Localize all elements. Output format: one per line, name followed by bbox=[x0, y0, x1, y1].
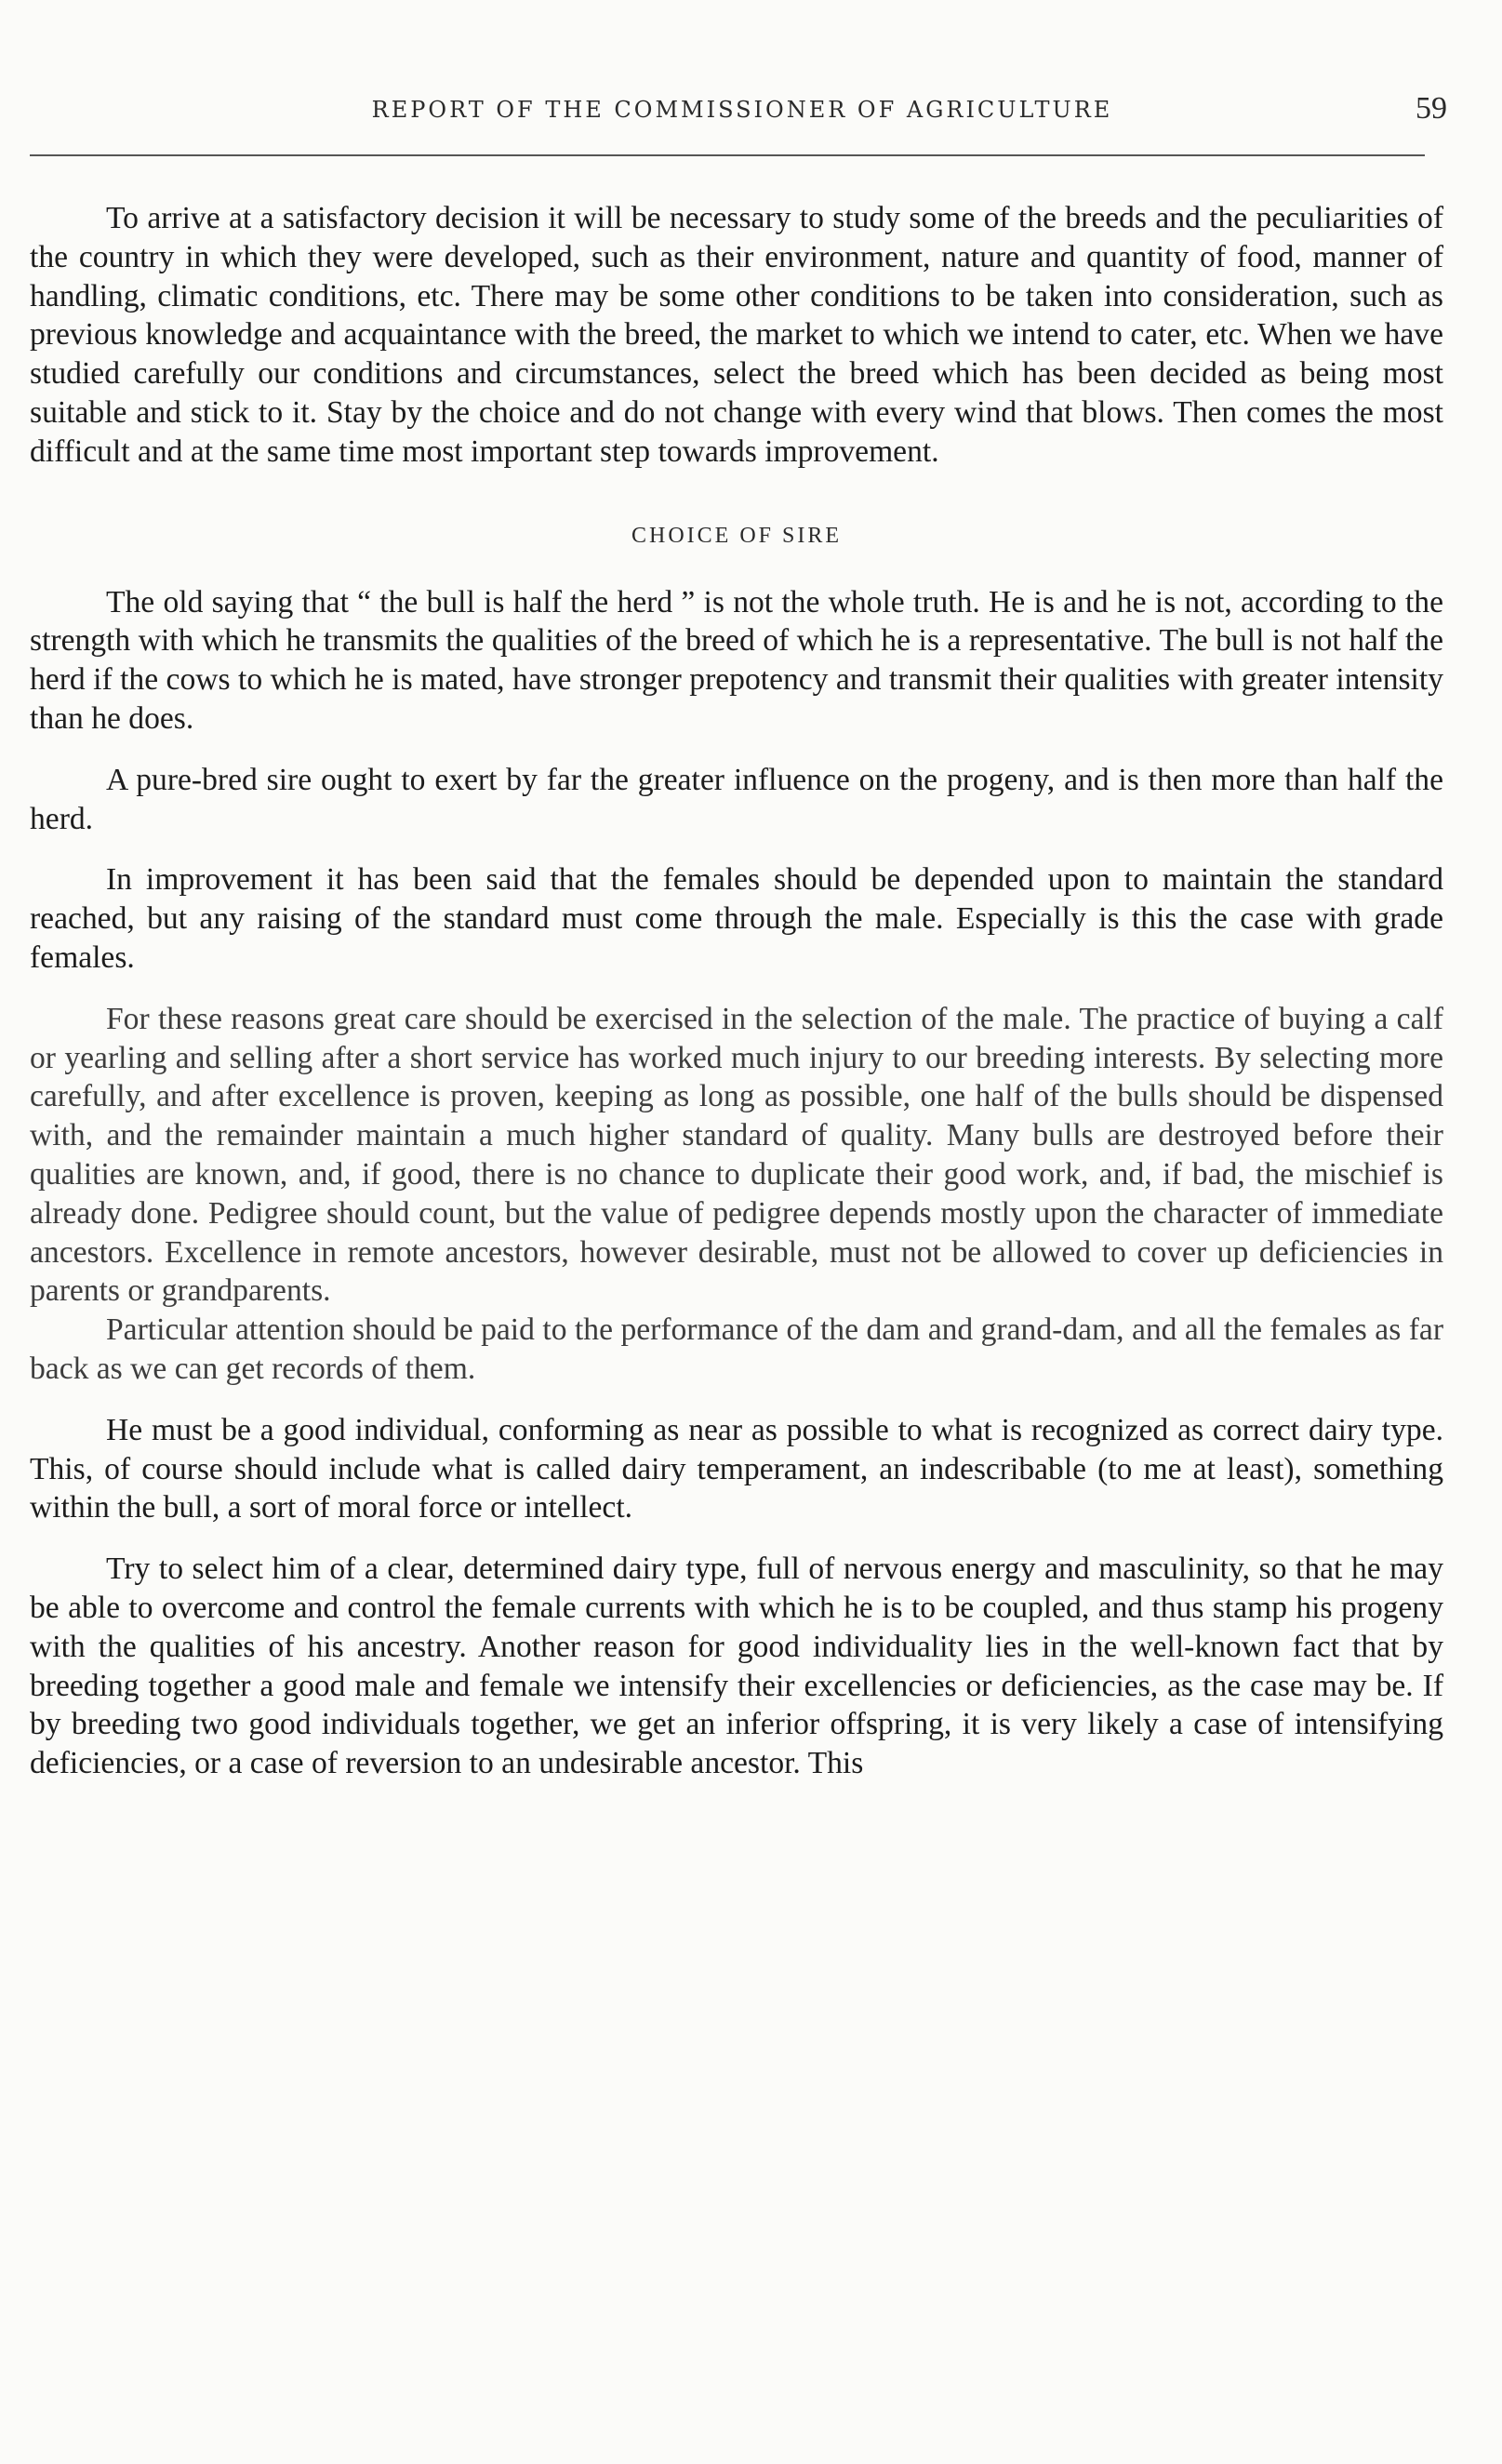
body-text bbox=[30, 199, 1443, 1783]
paragraph-dairy-type: Try to select him of a clear, determined dairy type, full of nervous energy and masculinity, so that he may be able to overcome and control the female currents with which he is to be coupled, and thus stamp his progeny with the qualities of his ancestry. Another reason for good individuality lies in the well-known fact that by breeding together a good male and female we intensify their excellencies or deficiencies, as the case may be. If by breeding two good individuals together, we get an inferior offspring, it is very likely a case of intensifying deficiencies, or a case of reversion to an undesirable ancestor. This bbox=[30, 1552, 1443, 1781]
intro-paragraph: To arrive at a satisfactory decision it will be necessary to study some of the breeds and the peculiarities of the country in which they were developed, such as their environment, nature and quantity of food, manner of handling, climatic conditions, etc. There may be some other conditions to be taken into consideration, such as previous knowledge and acquaintance with the breed, the market to which we intend to cater, etc. When we have studied carefully our conditions and circumstances, select the breed which has been decided as being most suitable and stick to it. Stay by the choice and do not change with every wind that blows. Then comes the most difficult and at the same time most important step towards improvement. bbox=[30, 201, 1443, 469]
paragraph-pure-bred-sire: A pure-bred sire ought to exert by far the greater influence on the progeny, and is then more than half the herd. bbox=[30, 762, 1443, 836]
paragraph-good-individual: He must be a good individual, conforming as near as possible to what is recognized as correct dairy type. This, of course should include what is called dairy temperament, an indescribable (to me at least), something within the bull, a sort of moral force or intellect. bbox=[30, 1412, 1443, 1525]
header-rule bbox=[30, 154, 1425, 156]
running-title: REPORT OF THE COMMISSIONER OF AGRICULTURE bbox=[371, 97, 1113, 123]
running-header bbox=[30, 91, 1455, 138]
section-heading: CHOICE OF SIRE bbox=[631, 523, 843, 548]
page-number: 59 bbox=[1416, 91, 1447, 126]
paragraph-selection-of-male: For these reasons great care should be exercised in the selection of the male. The practice of buying a calf or yearling and selling after a short service has worked much injury to our breeding interests. By selecting more carefully, and after excellence is proven, keeping as long as possible, one half of the bulls should be dispensed with, and the remainder maintain a much higher standard of quality. Many bulls are destroyed before their qualities are known, and, if good, there is no chance to duplicate their good work, and, if bad, the mischief is already done. Pedigree should count, but the value of pedigree depends mostly upon the character of immediate ancestors. Excellence in remote ancestors, however desirable, must not be allowed to cover up deficiencies in parents or grandparents. bbox=[30, 1001, 1443, 1309]
paragraph-performance-of-dam: Particular attention should be paid to the performance of the dam and grand-dam, and all the females as far back as we can get records of them. bbox=[30, 1312, 1443, 1386]
paragraph-half-the-herd: The old saying that “ the bull is half the herd ” is not the whole truth. He is and he is not, according to the strength with which he transmits the qualities of the breed of which he is a representative. The bull is not half the herd if the cows to which he is mated, have stronger prepotency and transmit their qualities with greater intensity than he does. bbox=[30, 584, 1443, 736]
paragraph-improvement: In improvement it has been said that the females should be depended upon to maintain the standard reached, but any raising of the standard must come through the male. Especially is this the case with grade females. bbox=[30, 862, 1443, 975]
